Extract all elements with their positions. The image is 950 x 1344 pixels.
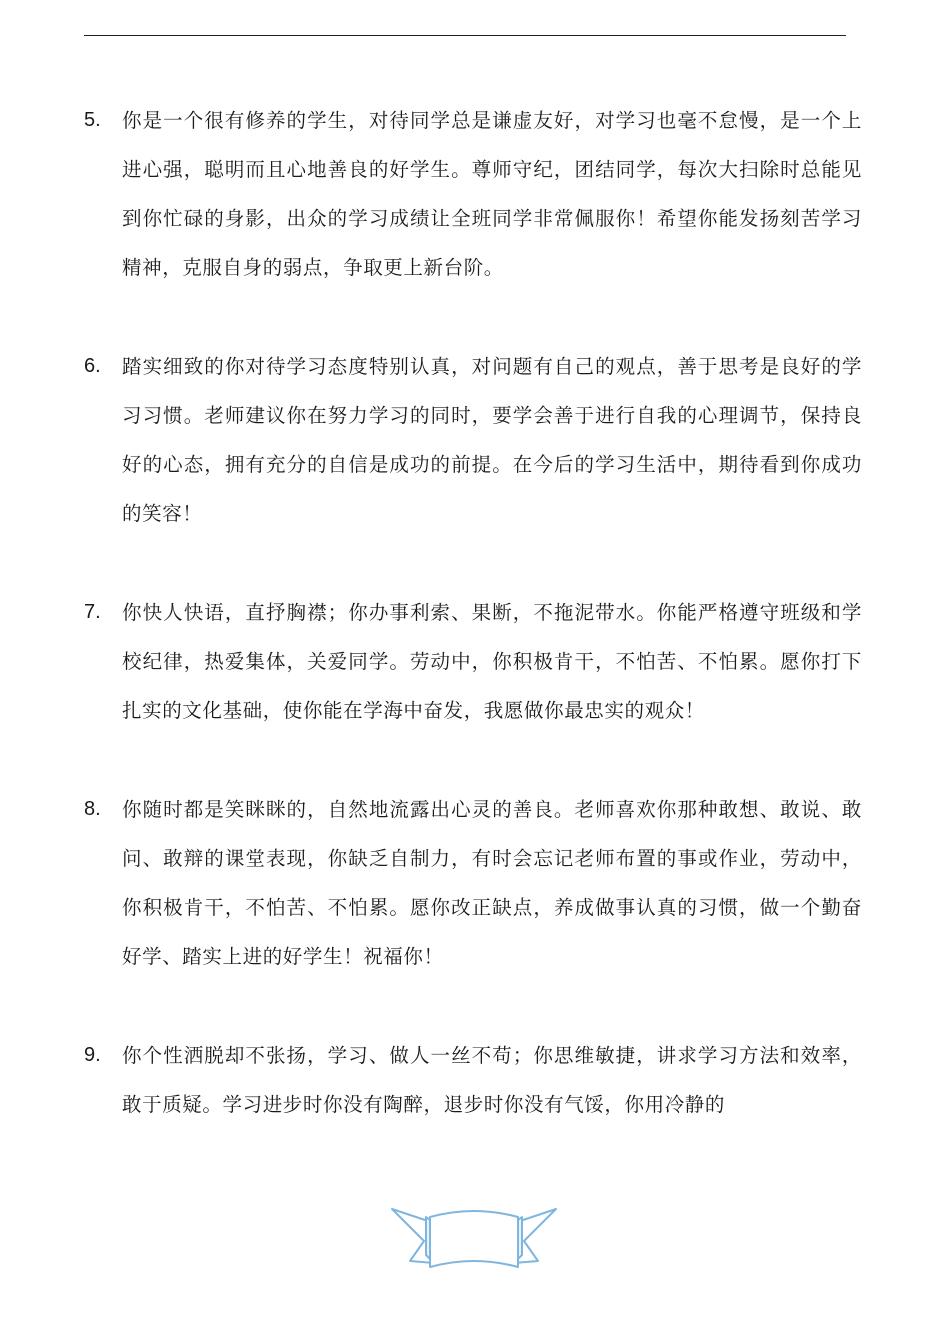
list-item bbox=[84, 785, 864, 981]
list-item bbox=[84, 588, 864, 735]
comment-list bbox=[84, 96, 864, 1179]
item-number: 7. bbox=[84, 601, 101, 623]
list-item bbox=[84, 1031, 864, 1129]
item-text: 踏实细致的你对待学习态度特别认真，对问题有自己的观点，善于思考是良好的学习习惯。老师建议你在努力学习的同时，要学会善于进行自我的心理调节，保持良好的心态，拥有充分的自信是成功的前提。在今后的学习生活中，期待看到你成功的笑容！ bbox=[122, 355, 862, 525]
item-number: 6. bbox=[84, 355, 101, 377]
item-number: 8. bbox=[84, 798, 101, 820]
item-text: 你是一个很有修养的学生，对待同学总是谦虚友好，对学习也毫不怠慢，是一个上进心强，聪明而且心地善良的好学生。尊师守纪，团结同学，每次大扫除时总能见到你忙碌的身影，出众的学习成绩让全班同学非常佩服你！希望你能发扬刻苦学习精神，克服自身的弱点，争取更上新台阶。 bbox=[122, 109, 862, 279]
item-text: 你随时都是笑眯眯的，自然地流露出心灵的善良。老师喜欢你那种敢想、敢说、敢问、敢辩的课堂表现，你缺乏自制力，有时会忘记老师布置的事或作业，劳动中，你积极肯干，不怕苦、不怕累。愿你改正缺点，养成做事认真的习惯，做一个勤奋好学、踏实上进的好学生！祝福你！ bbox=[122, 798, 862, 968]
header-rule bbox=[84, 35, 846, 36]
list-item bbox=[84, 342, 864, 538]
item-text: 你快人快语，直抒胸襟；你办事利索、果断，不拖泥带水。你能严格遵守班级和学校纪律，热爱集体，关爱同学。劳动中，你积极肯干，不怕苦、不怕累。愿你打下扎实的文化基础，使你能在学海中奋发，我愿做你最忠实的观众！ bbox=[122, 601, 862, 722]
item-number: 9. bbox=[84, 1044, 101, 1066]
list-item bbox=[84, 96, 864, 292]
item-text: 你个性洒脱却不张扬，学习、做人一丝不苟；你思维敏捷，讲求学习方法和效率，敢于质疑。学习进步时你没有陶醉，退步时你没有气馁，你用冷静的 bbox=[122, 1044, 862, 1116]
item-number: 5. bbox=[84, 109, 101, 131]
ribbon-banner-icon bbox=[390, 1205, 558, 1275]
